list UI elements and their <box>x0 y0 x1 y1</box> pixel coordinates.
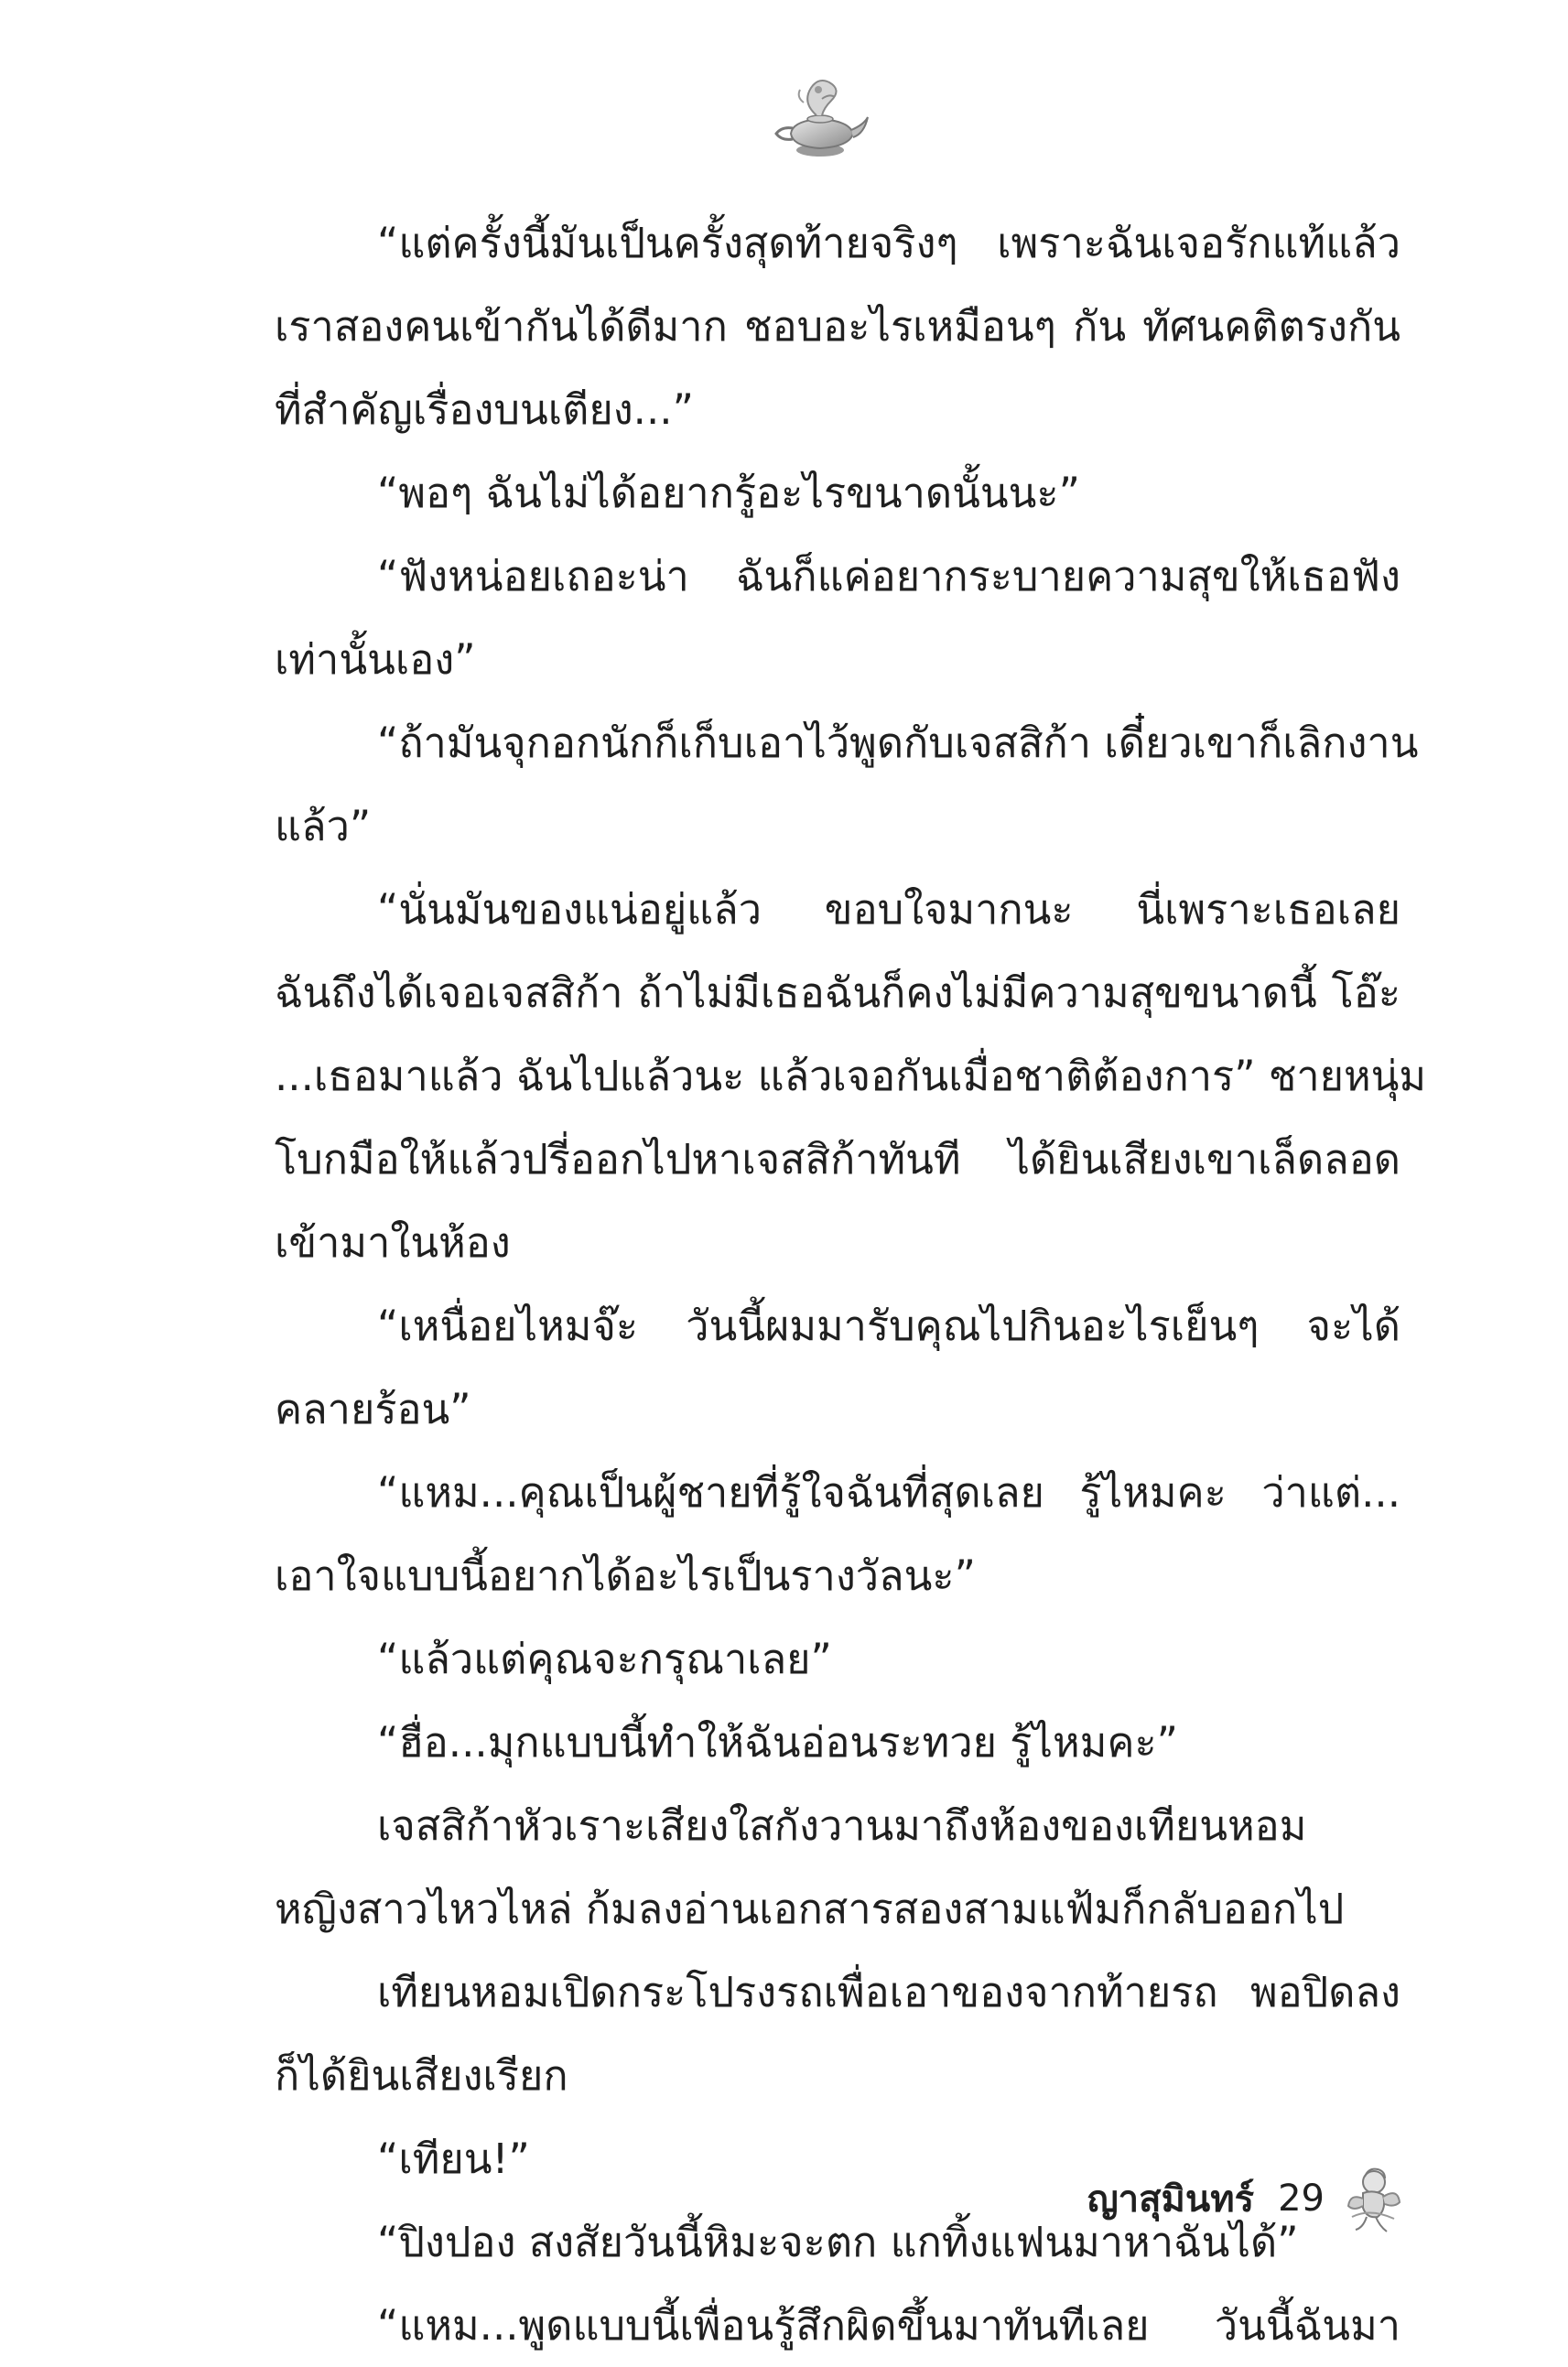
text-line: แล้ว” <box>275 802 372 850</box>
text-line: ...เธอมาแล้ว ฉันไปแล้วนะ แล้วเจอกันเมื่อชาติต้องการ” ชายหนุ่ม <box>275 1052 1427 1100</box>
text-line: ฉันถึงได้เจอเจสสิก้า ถ้าไม่มีเธอฉันก็คงไม่มีความสุขขนาดนี้ โอ๊ะ <box>275 968 1400 1017</box>
text-line: เทียนหอมเปิดกระโปรงรถเพื่อเอาของจากท้ายรถ พอปิดลง <box>377 1968 1400 2016</box>
text-line: โบกมือให้แล้วปรี่ออกไปหาเจสสิก้าทันที ได้ยินเสียงเขาเล็ดลอด <box>275 1135 1400 1184</box>
page-footer <box>1087 2162 1403 2235</box>
text-line: “ถ้ามันจุกอกนักก็เก็บเอาไว้พูดกับเจสสิก้า เดี๋ยวเขาก็เลิกงาน <box>377 719 1419 767</box>
page-number: 29 <box>1278 2178 1325 2220</box>
text-line: หญิงสาวไหวไหล่ ก้มลงอ่านเอกสารสองสามแฟ้มก็กลับออกไป <box>275 1885 1345 1933</box>
text-line: เท่านั้นเอง” <box>275 635 476 684</box>
text-line: “ปิงปอง สงสัยวันนี้หิมะจะตก แกทิ้งแฟนมาหาฉันได้” <box>377 2218 1299 2266</box>
text-line: คลายร้อน” <box>275 1385 471 1433</box>
text-line: “นั่นมันของแน่อยู่แล้ว ขอบใจมากนะ นี่เพราะเธอเลย <box>377 885 1400 934</box>
text-line: “แต่ครั้งนี้มันเป็นครั้งสุดท้ายจริงๆ เพราะฉันเจอรักแท้แล้ว <box>377 219 1400 267</box>
magic-lamp-icon <box>765 70 875 165</box>
text-line: “ฮื่อ...มุกแบบนี้ทำให้ฉันอ่อนระทวย รู้ไหมคะ” <box>377 1718 1178 1767</box>
text-line: “พอๆ ฉันไม่ได้อยากรู้อะไรขนาดนั้นนะ” <box>377 469 1080 517</box>
text-line: เจสสิก้าหัวเราะเสียงใสกังวานมาถึงห้องของเทียนหอม <box>377 1801 1307 1850</box>
cherub-icon <box>1343 2162 1403 2235</box>
text-line: “แหม...พูดแบบนี้เพื่อนรู้สึกผิดขึ้นมาทันทีเลย วันนี้ฉันมา <box>377 2301 1400 2350</box>
text-line: “เทียน!” <box>377 2135 530 2183</box>
text-line: เข้ามาในห้อง <box>275 1218 511 1267</box>
book-title: ญาสุมินทร์ <box>1087 2178 1255 2221</box>
text-line: ที่สำคัญเรื่องบนเตียง...” <box>275 385 694 434</box>
text-line: “แล้วแต่คุณจะกรุณาเลย” <box>377 1635 832 1683</box>
text-line: “เหนื่อยไหมจ๊ะ วันนี้ผมมารับคุณไปกินอะไรเย็นๆ จะได้ <box>377 1302 1400 1350</box>
text-line: ก็ได้ยินเสียงเรียก <box>275 2051 568 2100</box>
text-line: เอาใจแบบนี้อยากได้อะไรเป็นรางวัลนะ” <box>275 1551 976 1600</box>
text-line: เราสองคนเข้ากันได้ดีมาก ชอบอะไรเหมือนๆ กัน ทัศนคติตรงกัน <box>275 302 1400 351</box>
story-text <box>275 201 1427 2367</box>
text-line: “แหม...คุณเป็นผู้ชายที่รู้ใจฉันที่สุดเลย รู้ไหมคะ ว่าแต่... <box>377 1468 1400 1517</box>
text-line: “ฟังหน่อยเถอะน่า ฉันก็แค่อยากระบายความสุขให้เธอฟัง <box>377 552 1400 600</box>
